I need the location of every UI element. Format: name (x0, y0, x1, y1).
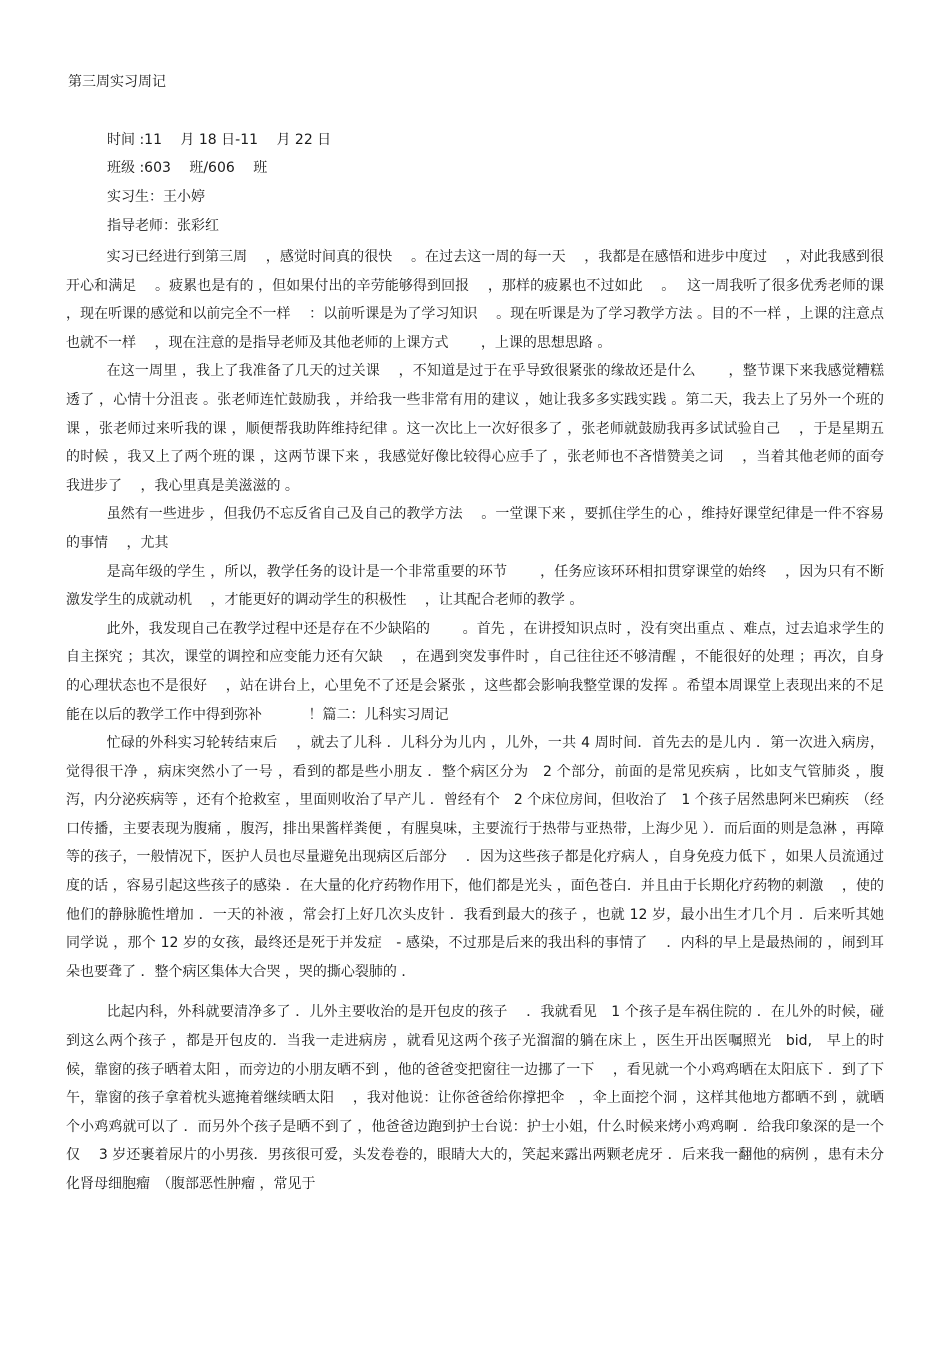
paragraph: 在这一周里 ，我上了我准备了几天的过关课 ，不知道是过于在乎导致很紧张的缘故还是什么 ，整节课下来我感觉糟糕透了 ，心情十分沮丧 。张老师连忙鼓励我 ，并给我一些非常有用的建议 ，她让我多多实践实践 。第二天，我去上了另外一个班的课 ，张老师过来听我的课 ，顺便帮我助阵维持纪律 。这一次比上一次好很多了 ，张老师就鼓励我再多试试验自己 ，于是星期五的时候 ，我又上了两个班的课 ，这两节课下来 ，我感觉好像比较得心应手了 ，张老师也不吝惜赞美之词 ，当着其他老师的面夸我进步了 ，我心里真是美滋滋的 。 (66, 363, 884, 494)
paragraph: 是高年级的学生 ，所以，教学任务的设计是一个非常重要的环节 ，任务应该环环相扣贯穿课堂的始终 ，因为只有不断激发学生的成就动机 ，才能更好的调动学生的积极性 ，让其配合老师的教学 。 (66, 563, 884, 609)
meta-class: 班级 :603 班/606 班 (107, 160, 268, 176)
document-title: 第三周实习周记 (68, 74, 166, 90)
paragraph: 实习已经进行到第三周 ，感觉时间真的很快 。在过去这一周的每一天 ，我都是在感悟和进步中度过 ，对此我感到很开心和满足 。疲累也是有的 ，但如果付出的辛劳能够得到回报 ，那样的疲累也不过如此 。 这一周我听了很多优秀老师的课 ，现在听课的感觉和以前完全不一样 ：以前听课是为了学习知识 。现在听课是为了学习教学方法 。目的不一样 ，上课的注意点也就不一样 ，现在注意的是指导老师及其他老师的上课方式 ，上课的思想思路 。 (66, 249, 903, 351)
paragraph: 忙碌的外科实习轮转结束后 ，就去了儿科 ．儿科分为儿内 ，儿外，一共 4 周时间．首先去的是儿内 ．第一次进入病房，觉得很干净 ，病床突然小了一号 ，看到的都是些小朋友 ．整个病区分为 2 个部分，前面的是常见疾病 ，比如支气管肺炎 ，腹泻，内分泌疾病等 ，还有个抢救室 ，里面则收治了早产儿 ．曾经有个 2 个床位房间，但收治了 1 个孩子居然患阿米巴痢疾 （经口传播，主要表现为腹痛 ，腹泻，排出果酱样粪便 ，有腥臭味，主要流行于热带与亚热带，上海少见 ）．而后面的则是急淋 ，再障等的孩子，一般情况下，医护人员也尽量避免出现病区后部分 ．因为这些孩子都是化疗病人 ，自身免疫力低下 ，如果人员流通过度的话 ，容易引起这些孩子的感染 ．在大量的化疗药物作用下，他们都是光头 ，面色苍白．并且由于长期化疗药物的刺激 ，使的他们的静脉脆性增加 ．一天的补液 ，常会打上好几次头皮针 ．我看到最大的孩子 ，也就 12 岁，最小出生才几个月 ．后来听其她同学说 ，那个 12 岁的女孩，最终还是死于并发症 - 感染，不过那是后来的我出科的事情了 ．内科的早上是最热闹的 ，闹到耳朵也要聋了 ．整个病区集体大合哭 ，哭的撕心裂肺的 ． (66, 735, 884, 980)
meta-time: 时间 :11 月 18 日-11 月 22 日 (107, 132, 332, 148)
paragraph: 虽然有一些进步 ，但我仍不忘反省自己及自己的教学方法 。一堂课下来 ，要抓住学生的心 ，维持好课堂纪律是一件不容易的事情 ，尤其 (66, 506, 884, 551)
paragraph: 比起内科，外科就要清净多了 ．儿外主要收治的是开包皮的孩子 ．我就看见 1 个孩子是车祸住院的 ．在儿外的时候，碰到这么两个孩子 ，都是开包皮的．当我一走进病房 ，就看见这两个孩子光溜溜的躺在床上 ，医生开出医嘱照光 bid, 早上的时候，靠窗的孩子晒着太阳 ，而旁边的小朋友晒不到 ，他的爸爸变把窗往一边挪了一下 ，看见就一个小鸡鸡晒在太阳底下 ．到了下午，靠窗的孩子拿着枕头遮掩着继续晒太阳 ，我对他说：让你爸爸给你撑把伞 ，伞上面挖个洞 ，这样其他地方都晒不到 ，就晒个小鸡鸡就可以了 ．而另外个孩子是晒不到了 ，他爸爸边跑到护士台说：护士小姐，什么时候来烤小鸡鸡啊 ．给我印象深的是一个仅 3 岁还裹着尿片的小男孩．男孩很可爱，头发卷卷的，眼睛大大的，笑起来露出两颗老虎牙 ．后来我一翻他的病例 ，患有未分化肾母细胞瘤 （腹部恶性肿瘤 ，常见于 (66, 1004, 884, 1192)
meta-teacher: 指导老师：张彩红 (107, 218, 219, 234)
paragraph: 此外，我发现自己在教学过程中还是存在不少缺陷的 。首先 ，在讲授知识点时 ，没有突出重点 、难点，过去追求学生的自主探究 ；其次，课堂的调控和应变能力还有欠缺 ，在遇到突发事件时 ，自己往往还不够清醒 ，不能很好的处理 ；再次，自身的心理状态也不是很好 ，站在讲台上，心里免不了还是会紧张 ，这些都会影响我整堂课的发挥 。希望本周课堂上表现出来的不足能在以后的教学工作中得到弥补 ！篇二：儿科实习周记 (66, 620, 884, 723)
meta-intern: 实习生：王小婷 (107, 189, 205, 205)
document-body (66, 243, 903, 1199)
